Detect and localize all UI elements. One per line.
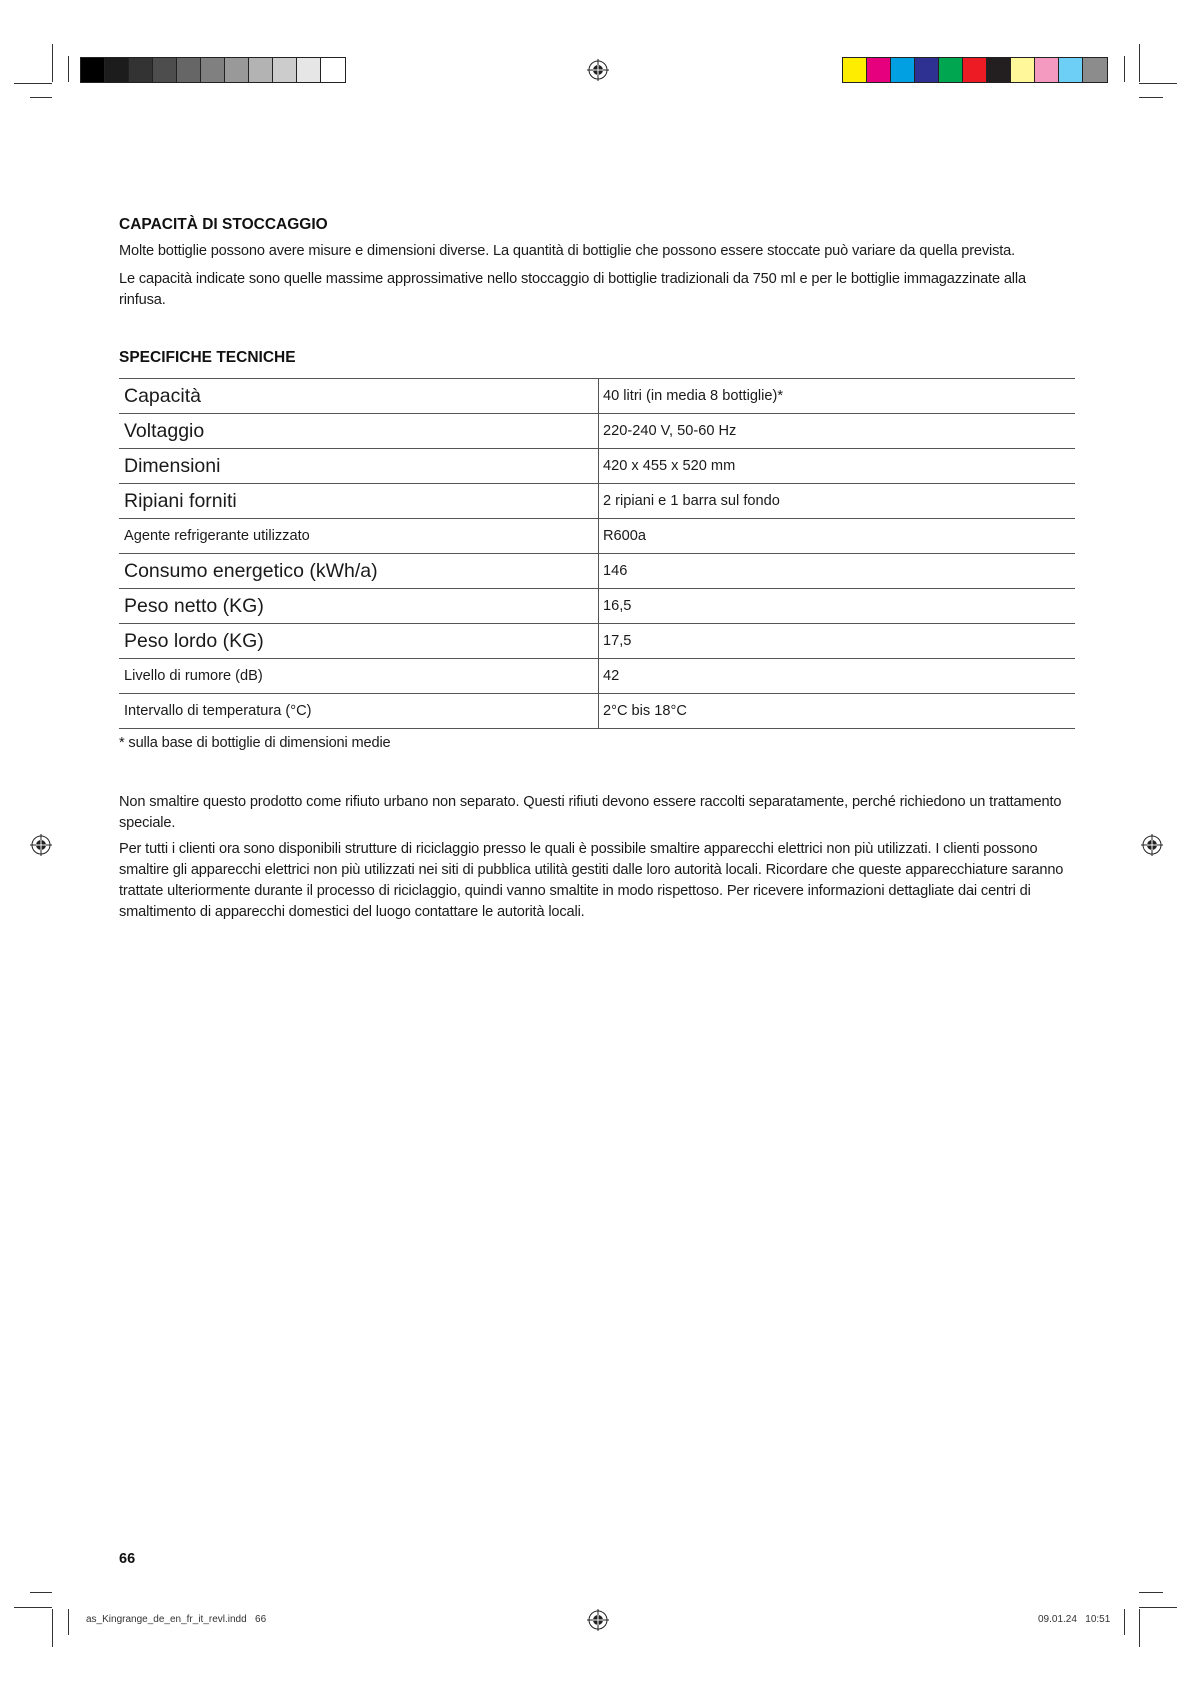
spec-value: 16,5 (599, 589, 1076, 624)
color-swatch (105, 58, 129, 82)
spec-label: Livello di rumore (dB) (119, 659, 599, 694)
crop-mark (30, 97, 52, 98)
color-swatch (891, 58, 915, 82)
color-swatch (939, 58, 963, 82)
slug-datetime: 09.01.24 10:51 (1038, 1614, 1111, 1625)
crop-mark (1139, 83, 1177, 84)
color-swatch (321, 58, 345, 82)
spec-label: Intervallo di temperatura (°C) (119, 694, 599, 729)
color-swatch (177, 58, 201, 82)
table-row (119, 484, 1075, 519)
disposal-paragraph: Non smaltire questo prodotto come rifiuto urbano non separato. Questi rifiuti devono essere raccolti separatamente, perché richiedono un trattamento speciale. (119, 794, 1062, 831)
color-swatch (915, 58, 939, 82)
spec-label: Consumo energetico (kWh/a) (119, 554, 599, 589)
page-number: 66 (119, 1551, 136, 1567)
spec-value: R600a (599, 519, 1076, 554)
slug-filename: as_Kingrange_de_en_fr_it_revl.indd 66 (86, 1614, 267, 1625)
spec-value: 42 (599, 659, 1076, 694)
specs-section (119, 349, 1075, 754)
color-swatch (963, 58, 987, 82)
color-swatch (987, 58, 1011, 82)
crop-mark (68, 56, 69, 82)
spec-label: Voltaggio (119, 414, 599, 449)
color-swatch (867, 58, 891, 82)
crop-mark (1139, 44, 1140, 82)
specs-table (119, 378, 1075, 729)
crop-mark (14, 83, 52, 84)
storage-paragraph: Le capacità indicate sono quelle massime approssimative nello stoccaggio di bottiglie tradizionali da 750 ml e per le bottiglie immagazzinate alla rinfusa. (119, 271, 1026, 308)
crop-mark (52, 1609, 53, 1647)
spec-value: 220-240 V, 50-60 Hz (599, 414, 1076, 449)
spec-label: Peso lordo (KG) (119, 624, 599, 659)
table-row (119, 449, 1075, 484)
color-swatch (843, 58, 867, 82)
storage-heading: CAPACITÀ DI STOCCAGGIO (119, 216, 328, 233)
spec-value: 40 litri (in media 8 bottiglie)* (599, 379, 1076, 414)
color-swatch (129, 58, 153, 82)
registration-mark-icon (1141, 834, 1163, 856)
spec-label: Capacità (119, 379, 599, 414)
color-swatch (225, 58, 249, 82)
spec-value: 17,5 (599, 624, 1076, 659)
table-row (119, 379, 1075, 414)
crop-mark (68, 1609, 69, 1635)
color-swatch (201, 58, 225, 82)
process-color-bar (842, 57, 1108, 83)
spec-value: 2°C bis 18°C (599, 694, 1076, 729)
spec-value: 2 ripiani e 1 barra sul fondo (599, 484, 1076, 519)
spec-label: Ripiani forniti (119, 484, 599, 519)
spec-label: Dimensioni (119, 449, 599, 484)
specs-footnote: * sulla base di bottiglie di dimensioni medie (119, 735, 391, 751)
color-swatch (1083, 58, 1107, 82)
spec-label: Peso netto (KG) (119, 589, 599, 624)
crop-mark (30, 1592, 52, 1593)
color-swatch (249, 58, 273, 82)
crop-mark (14, 1607, 52, 1608)
table-row (119, 589, 1075, 624)
color-swatch (273, 58, 297, 82)
color-swatch (1035, 58, 1059, 82)
registration-mark-icon (30, 834, 52, 856)
registration-mark-icon (587, 59, 609, 81)
table-row (119, 659, 1075, 694)
registration-mark-icon (587, 1609, 609, 1631)
color-swatch (1011, 58, 1035, 82)
specs-heading: SPECIFICHE TECNICHE (119, 349, 296, 366)
crop-mark (1139, 97, 1163, 98)
storage-section (119, 216, 1075, 311)
crop-mark (1124, 1609, 1125, 1635)
color-swatch (1059, 58, 1083, 82)
table-row (119, 519, 1075, 554)
table-row (119, 694, 1075, 729)
crop-mark (1139, 1609, 1140, 1647)
table-row (119, 414, 1075, 449)
spec-value: 146 (599, 554, 1076, 589)
crop-mark (1139, 1592, 1163, 1593)
disposal-section (119, 792, 1075, 923)
crop-mark (52, 44, 53, 82)
table-row (119, 554, 1075, 589)
storage-paragraph: Molte bottiglie possono avere misure e dimensioni diverse. La quantità di bottiglie che possono essere stoccate può variare da quella prevista. (119, 243, 1016, 259)
grayscale-color-bar (80, 57, 346, 83)
color-swatch (81, 58, 105, 82)
spec-value: 420 x 455 x 520 mm (599, 449, 1076, 484)
color-swatch (297, 58, 321, 82)
crop-mark (1139, 1607, 1177, 1608)
color-swatch (153, 58, 177, 82)
disposal-paragraph: Per tutti i clienti ora sono disponibili strutture di riciclaggio presso le quali è possibile smaltire apparecchi elettrici non più utilizzati. I clienti possono smaltire gli apparecchi elettrici non più utilizzati nei siti di pubblica utilità gestiti dalle loro autorità locali. Ricordare che queste apparecchiature saranno trattate ulteriormente durante il processo di riciclaggio, quindi vanno smaltite in modo rispettoso. Per ricevere informazioni dettagliate dai centri di smaltimento di apparecchi domestici del luogo contattare le autorità locali. (119, 841, 1064, 920)
crop-mark (1124, 56, 1125, 82)
spec-label: Agente refrigerante utilizzato (119, 519, 599, 554)
table-row (119, 624, 1075, 659)
